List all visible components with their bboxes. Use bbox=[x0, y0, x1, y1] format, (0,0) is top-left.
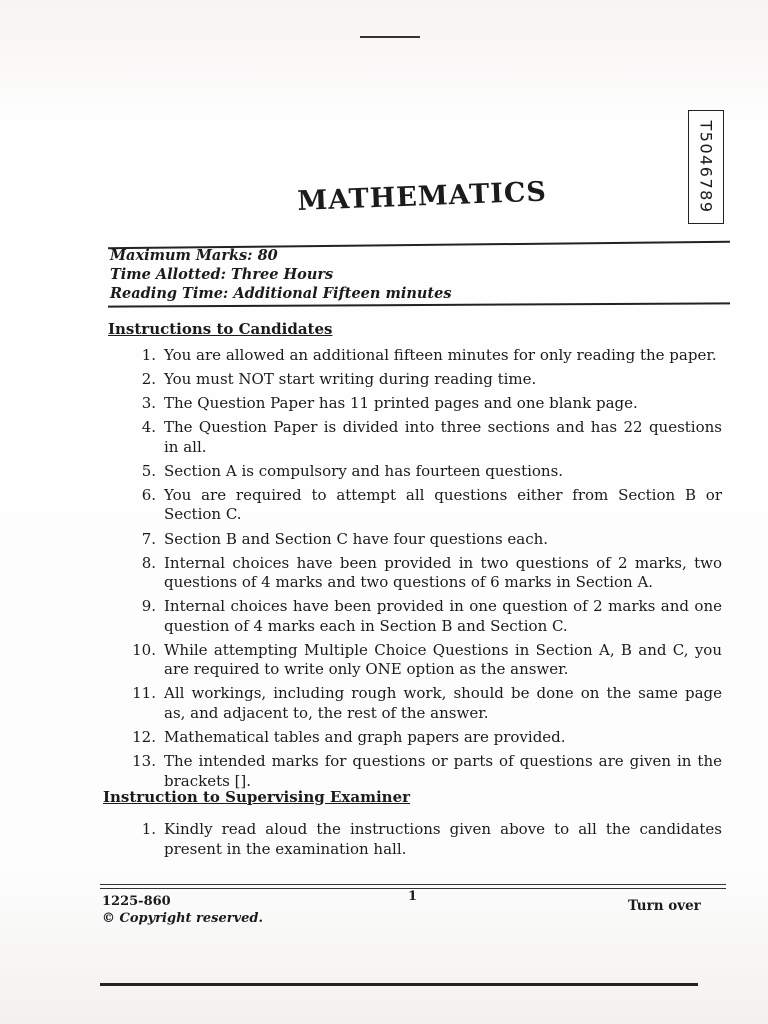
item-number: 13. bbox=[132, 752, 156, 771]
item-text: You must NOT start writing during reading time. bbox=[164, 370, 537, 389]
item-text: While attempting Multiple Choice Questions in Section A, B and C, you are required to write only ONE option as the answer. bbox=[164, 640, 722, 679]
turn-over-label: Turn over bbox=[628, 898, 701, 914]
item-number: 10. bbox=[132, 640, 156, 659]
footer-paper-code: 1225-860 bbox=[102, 894, 171, 909]
footer-info bbox=[102, 893, 263, 927]
maximum-marks: Maximum Marks: 80 bbox=[110, 247, 278, 264]
item-number: 4. bbox=[141, 418, 156, 437]
examiner-heading: Instruction to Supervising Examiner bbox=[103, 788, 411, 806]
list-item bbox=[112, 486, 722, 525]
list-item bbox=[112, 554, 722, 593]
item-text: You are allowed an additional fifteen minutes for only reading the paper. bbox=[164, 346, 717, 364]
item-text: Section B and Section C have four questions each. bbox=[164, 529, 549, 548]
item-text: Section A is compulsory and has fourteen questions. bbox=[164, 461, 564, 480]
page-number: 1 bbox=[408, 889, 418, 904]
list-item bbox=[112, 820, 722, 859]
paper-code: T5046789 bbox=[696, 120, 716, 214]
paper-code-box bbox=[688, 110, 724, 224]
list-item bbox=[112, 728, 722, 748]
footer-rule-top bbox=[100, 884, 726, 885]
reading-time: Reading Time: Additional Fifteen minutes bbox=[110, 285, 452, 302]
item-number: 9. bbox=[141, 597, 156, 616]
item-number: 7. bbox=[141, 529, 156, 548]
list-item bbox=[112, 418, 722, 457]
copyright-notice: © Copyright reserved. bbox=[102, 911, 264, 926]
list-item bbox=[112, 597, 722, 636]
item-text: The Question Paper is divided into three sections and has 22 questions in all. bbox=[164, 418, 722, 456]
meta-rule bbox=[108, 302, 730, 307]
item-number: 11. bbox=[132, 684, 156, 703]
item-text: Mathematical tables and graph papers are provided. bbox=[164, 728, 566, 747]
subject-title: MATHEMATICS bbox=[296, 176, 548, 217]
item-number: 3. bbox=[141, 394, 156, 413]
list-item bbox=[112, 346, 722, 366]
examiner-instructions-list bbox=[112, 820, 722, 864]
list-item bbox=[112, 752, 722, 791]
item-number: 5. bbox=[141, 461, 156, 480]
top-edge-line bbox=[360, 36, 420, 38]
list-item bbox=[112, 370, 722, 390]
list-item bbox=[112, 641, 722, 680]
item-text: Internal choices have been provided in one question of 2 marks and one question of 4 marks each in Section B and Section C. bbox=[164, 597, 722, 635]
item-number: 6. bbox=[141, 485, 156, 504]
item-text: Internal choices have been provided in two questions of 2 marks, two questions of 4 marks and two questions of 6 marks in Section A. bbox=[164, 553, 722, 592]
item-number: 8. bbox=[141, 553, 156, 572]
item-text: The intended marks for questions or parts of questions are given in the brackets []. bbox=[164, 752, 722, 790]
item-number: 12. bbox=[132, 728, 156, 747]
instructions-list bbox=[112, 346, 722, 796]
item-number: 2. bbox=[141, 370, 156, 389]
list-item bbox=[112, 530, 722, 550]
paper-meta bbox=[110, 246, 452, 303]
list-item bbox=[112, 462, 722, 482]
time-allotted: Time Allotted: Three Hours bbox=[110, 266, 334, 283]
list-item bbox=[112, 394, 722, 414]
bottom-edge-line bbox=[100, 983, 698, 986]
instructions-heading: Instructions to Candidates bbox=[108, 320, 333, 338]
list-item bbox=[112, 684, 722, 723]
item-text: All workings, including rough work, should be done on the same page as, and adjacent to, the rest of the answer. bbox=[164, 684, 722, 722]
item-number: 1. bbox=[141, 346, 156, 364]
item-text: You are required to attempt all questions either from Section B or Section C. bbox=[164, 485, 722, 524]
item-number: 1. bbox=[141, 820, 156, 838]
item-text: The Question Paper has 11 printed pages and one blank page. bbox=[164, 394, 638, 413]
item-text: Kindly read aloud the instructions given above to all the candidates present in the examination hall. bbox=[164, 820, 722, 858]
